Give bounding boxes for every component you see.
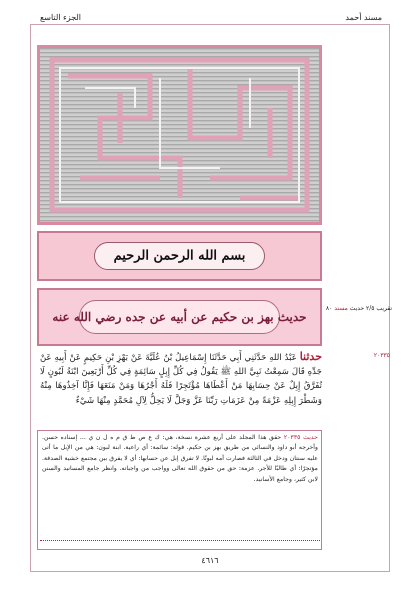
hadith-text	[40, 350, 322, 408]
chain-title-text: حديث بهز بن حكيم عن أبيه عن جده رضي الله عنه	[52, 310, 307, 324]
basmala-banner	[37, 231, 322, 281]
hadith-body: عَبْدُ اللهِ حَدَّثَنِي أَبِي حَدَّثَنَا إِسْمَاعِيلُ بْنُ عُلَيَّةَ عَنْ بَهْزِ بْنِ حَكِيمٍ عَنْ أَبِيهِ عَنْ جَدِّهِ قَالَ سَمِعْتُ نَبِيَّ اللهِ ﷺ يَقُولُ فِي كُلِّ إِبِلٍ سَائِمَةٍ فِي كُلِّ أَرْبَعِينَ ابْنَةُ لَبُونٍ لَا تُفَرَّقُ إِبِلٌ عَنْ حِسَابِهَا مَنْ أَعْطَاهَا مُؤْتَجِرًا فَلَهُ أَجْرُهَا وَمَنْ مَنَعَهَا فَإِنَّا آخِذُوهَا مِنْهُ وَشَطْرَ إِبِلِهِ عَزْمَةً مِنْ عَزَمَاتِ رَبِّنَا عَزَّ وَجَلَّ لَا يَحِلُّ لِآلِ مُحَمَّدٍ مِنْهَا شَيْءٌ	[40, 353, 322, 406]
part-label: الجزء التاسع	[40, 13, 82, 22]
marginal-ref: تقريب ٢/٥	[366, 305, 392, 312]
footnotes-body: حقق هذا المجلد على أربع عشرة نسخة، هي: ك ع ص ط ق م ه ل ن ي ... إسناده حسن. وأخرجه أبو داود والنسائي من طريق بهز بن حكيم. قوله: سائمة: أي راعية. ابنة لبون: هي من الإبل ما أتى عليه سنتان ودخل في الثالثة فصارت أمه لبونًا. لا تفرق إبل عن حسابها: أي لا يفرق بين مجتمع خشية الصدقة. مؤتجرًا: أي طالبًا للأجر. عزمة: حق من حقوق الله تعالى وواجب من واجباته. وانظر جامع المسانيد والسنن لابن كثير، وجامع الأسانيد.	[42, 434, 318, 483]
hadith-number: ٢٠٣٣٥	[373, 352, 390, 359]
marginal-reference	[322, 305, 392, 312]
marginal-source: مسند	[334, 305, 348, 312]
marginal-num: ٨٠	[325, 305, 333, 312]
chain-title-banner	[37, 288, 322, 346]
book-title: مسند أحمد	[345, 13, 382, 22]
basmala-text: بسم الله الرحمن الرحيم	[113, 248, 246, 264]
page-header	[34, 11, 386, 25]
hadith-lead: حدثنا	[299, 350, 322, 363]
page-number: ٤٦١٦	[201, 556, 219, 565]
kufic-calligraphy-panel	[37, 45, 322, 225]
marginal-label: حديث	[349, 305, 365, 312]
footnotes-lead: حديث ٢٠٣٣٥	[283, 434, 318, 441]
kufic-pattern	[40, 48, 319, 222]
dotted-divider	[40, 540, 320, 541]
footnotes	[42, 433, 318, 485]
